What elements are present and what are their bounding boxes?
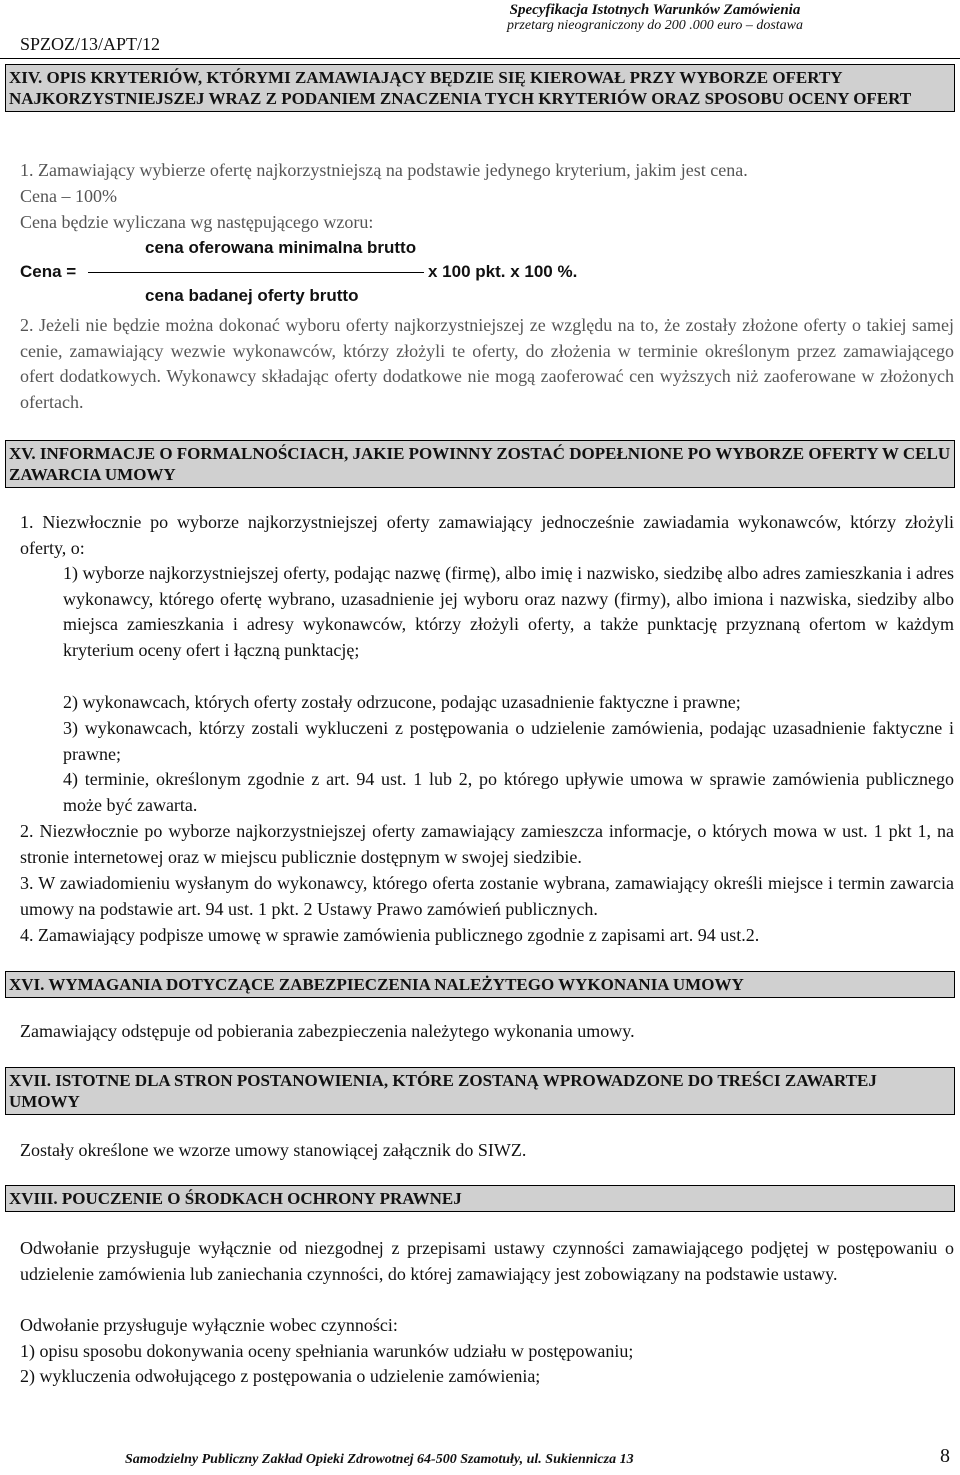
section-heading-xv: XV. INFORMACJE O FORMALNOŚCIACH, JAKIE POWINNY ZOSTAĆ DOPEŁNIONE PO WYBORZE OFERTY W CELU ZAWARCIA UMOWY [5, 440, 955, 488]
page-number: 8 [940, 1445, 950, 1467]
xvii-text: Zostały określone we wzorze umowy stanowiącej załącznik do SIWZ. [20, 1140, 527, 1160]
formula-denominator: cena badanej oferty brutto [145, 286, 359, 305]
xiv-cena-percent: Cena – 100% [20, 186, 117, 206]
document-subtitle: przetarg nieograniczony do 200 .000 euro – dostawa [506, 18, 804, 33]
section-heading-xvii: XVII. ISTOTNE DLA STRON POSTANOWIENIA, KTÓRE ZOSTANĄ WPROWADZONE DO TREŚCI ZAWARTEJ UMOWY [5, 1067, 955, 1115]
formula-lhs: Cena = [20, 262, 77, 281]
xv-item-3: 3) wykonawcach, którzy zostali wykluczeni z postępowania o udzielenie zamówienia, podając uzasadnienie faktyczne i prawne; [63, 718, 954, 764]
section-heading-xvi: XVI. WYMAGANIA DOTYCZĄCE ZABEZPIECZENIA NALEŻYTEGO WYKONANIA UMOWY [5, 971, 955, 998]
xv-paragraph-2: 2. Niezwłocznie po wyborze najkorzystniejszej oferty zamawiający zamieszcza informacje, o których mowa w ust. 1 pkt 1, na stronie internetowej oraz w miejscu publicznie dostępnym w swojej siedzibie. [20, 821, 954, 867]
formula-numerator: cena oferowana minimalna brutto [145, 238, 417, 257]
document-title: Specyfikacja Istotnych Warunków Zamówienia [509, 2, 801, 18]
xvi-text: Zamawiający odstępuje od pobierania zabezpieczenia należytego wykonania umowy. [20, 1021, 635, 1041]
xv-paragraph-4: 4. Zamawiający podpisze umowę w sprawie zamówienia publicznego zgodnie z zapisami art. 94 ust.2. [20, 925, 760, 945]
formula-rhs: x 100 pkt. x 100 %. [428, 262, 578, 281]
xv-item-1: 1) wyborze najkorzystniejszej oferty, podając nazwę (firmę), albo imię i nazwisko, siedzibę albo adres zamieszkania i adres wykonawcy, którego ofertę wybrano, uzasadnienie jej wyboru oraz nazwy (firmy), albo imiona i nazwiska, siedziby albo miejsca zamieszkania i adresy wykonawców, którzy złożyli oferty, a także punktację przyznaną ofertom w każdym kryterium oceny ofert i łączną punktację; [63, 563, 954, 660]
xv-item-4: 4) terminie, określonym zgodnie z art. 94 ust. 1 lub 2, po którego upływie umowa w sprawie zamówienia publicznego może być zawarta. [63, 769, 954, 815]
xviii-paragraph-1: Odwołanie przysługuje wyłącznie od niezgodnej z przepisami ustawy czynności zamawiającego podjętej w postępowaniu o udzielenie zamówienia lub zaniechania czynności, do której zamawiający jest zobowiązany na podstawie ustawy. [20, 1238, 954, 1284]
formula-fraction-line [88, 272, 424, 273]
xviii-item-1: 1) opisu sposobu dokonywania oceny spełniania warunków udziału w postępowaniu; [20, 1341, 634, 1361]
xv-item-2: 2) wykonawcach, których oferty zostały odrzucone, podając uzasadnienie faktyczne i prawne; [63, 692, 741, 712]
xv-paragraph-3: 3. W zawiadomieniu wysłanym do wykonawcy, którego oferta zostanie wybrana, zamawiający określi miejsce i termin zawarcia umowy na podstawie art. 94 ust. 1 pkt. 2 Ustawy Prawo zamówień publicznych. [20, 873, 954, 919]
header-divider [0, 58, 960, 59]
xviii-paragraph-2: Odwołanie przysługuje wyłącznie wobec czynności: [20, 1315, 398, 1335]
xviii-item-2: 2) wykluczenia odwołującego z postępowania o udzielenie zamówienia; [20, 1366, 541, 1386]
xiv-paragraph-1: 1. Zamawiający wybierze ofertę najkorzystniejszą na podstawie jedynego kryterium, jakim jest cena. [20, 160, 748, 180]
xiv-paragraph-2: 2. Jeżeli nie będzie można dokonać wyboru oferty najkorzystniejszej ze względu na to, że zostały złożone oferty o takiej samej cenie, zamawiający wezwie wykonawców, którzy złożyli te oferty, do złożenia w terminie określonym przez zamawiającego ofert dodatkowych. Wykonawcy składając oferty dodatkowe nie mogą zaoferować cen wyższych niż zaoferowane w złożonych ofertach. [20, 315, 954, 412]
section-heading-xviii: XVIII. POUCZENIE O ŚRODKACH OCHRONY PRAWNEJ [5, 1185, 955, 1212]
footer-address: Samodzielny Publiczny Zakład Opieki Zdrowotnej 64-500 Szamotuły, ul. Sukiennicza 13 [125, 1452, 634, 1467]
section-heading-xiv: XIV. OPIS KRYTERIÓW, KTÓRYMI ZAMAWIAJĄCY BĘDZIE SIĘ KIEROWAŁ PRZY WYBORZE OFERTY NAJKORZYSTNIEJSZEJ WRAZ Z PODANIEM ZNACZENIA TYCH KRYTERIÓW ORAZ SPOSOBU OCENY OFERT [5, 64, 955, 112]
xiv-formula-intro: Cena będzie wyliczana wg następującego wzoru: [20, 212, 374, 232]
document-id: SPZOZ/13/APT/12 [20, 34, 161, 54]
xv-paragraph-1: 1. Niezwłocznie po wyborze najkorzystniejszej oferty zamawiający jednocześnie zawiadamia wykonawców, którzy złożyli oferty, o: [20, 512, 954, 558]
